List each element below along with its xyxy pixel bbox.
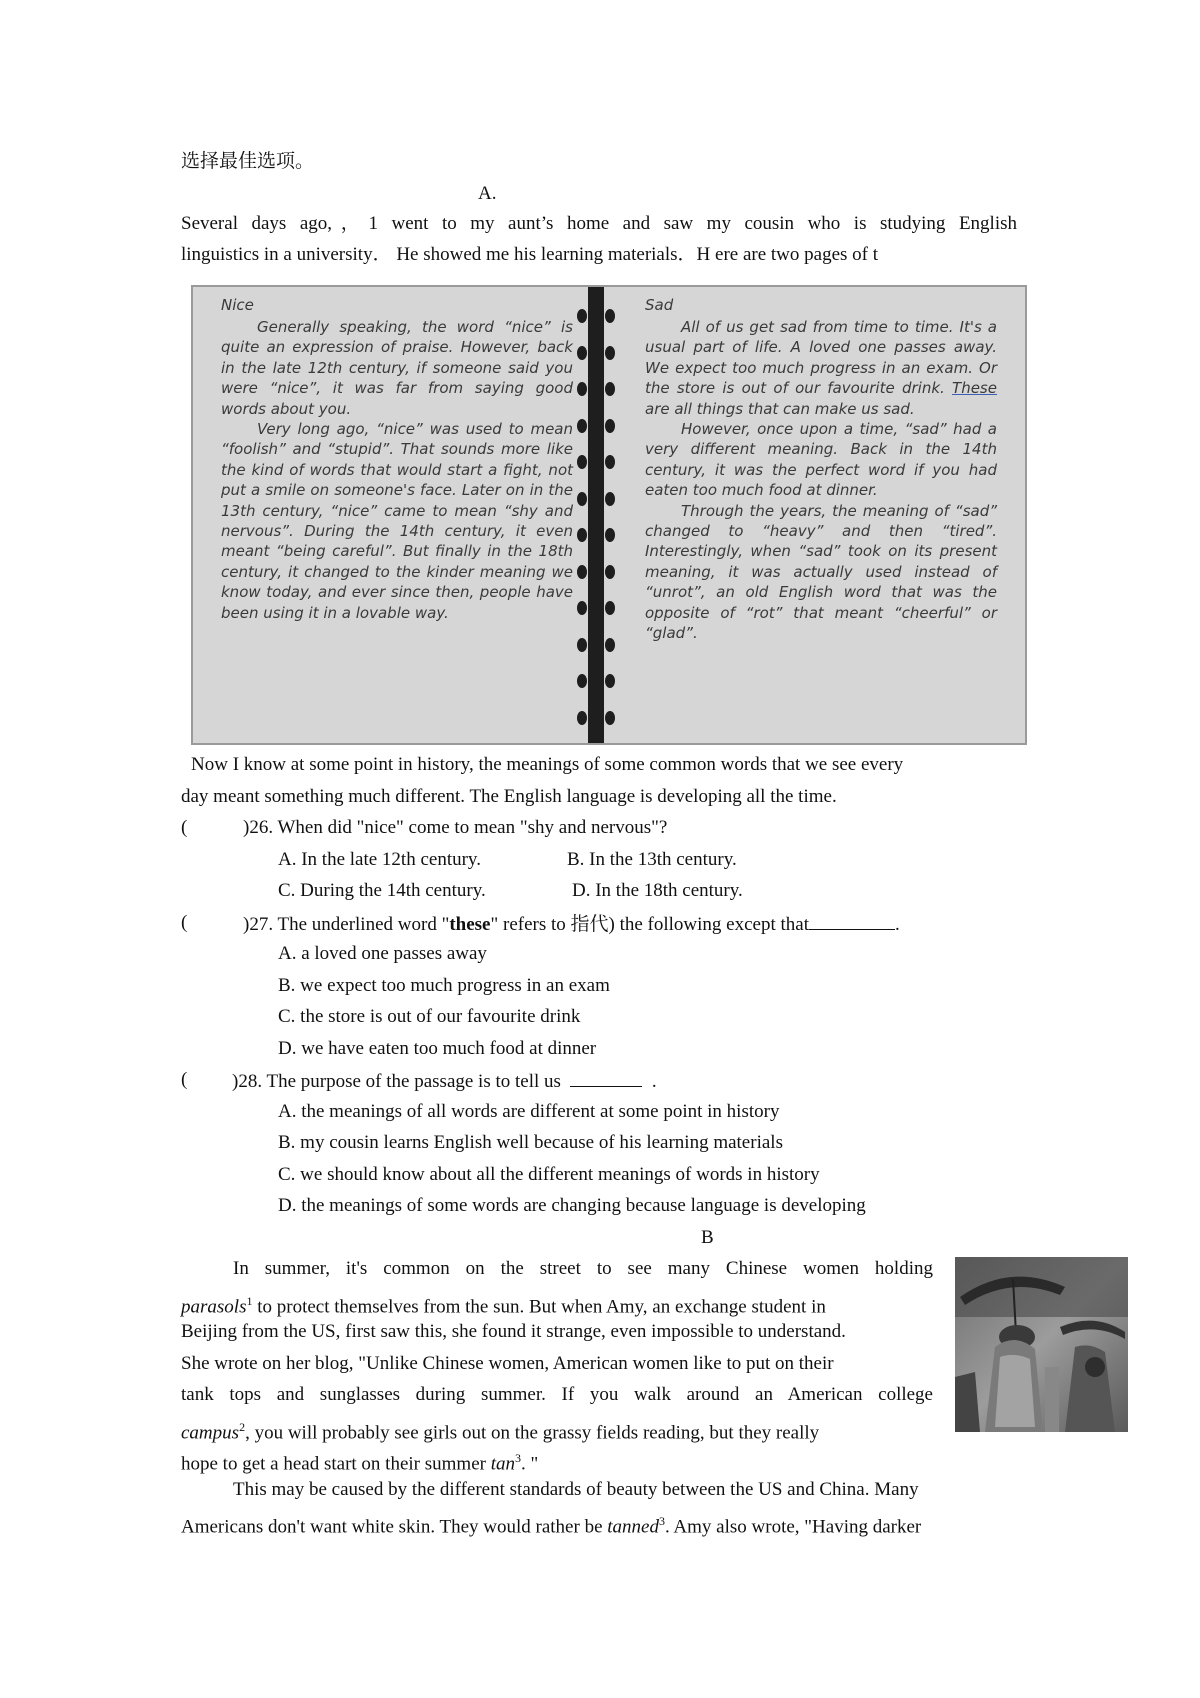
notebook-ring <box>577 492 615 506</box>
notebook-ring <box>577 346 615 360</box>
b-line-5: tank tops and sunglasses during summer. If you walk around an American college <box>181 1384 933 1405</box>
q27-blank[interactable] <box>809 911 895 930</box>
q28-blank[interactable] <box>570 1068 642 1087</box>
nice-title: Nice <box>221 296 254 314</box>
q28-option-c: C. we should know about all the different meanings of words in history <box>278 1164 820 1185</box>
notebook-ring <box>577 455 615 469</box>
notebook-ring <box>577 565 615 579</box>
b-line-4: She wrote on her blog, "Unlike Chinese women, American women like to put on their <box>181 1353 834 1374</box>
notebook-right-page <box>645 295 997 644</box>
q28-option-a: A. the meanings of all words are different at some point in history <box>278 1101 780 1122</box>
b-line-6: campus$^2$, you will probably see girls out on the grassy fields reading, but they really <box>181 1420 820 1444</box>
sad-paragraph-3: Through the years, the meaning of “sad” changed to “heavy” and then “tired”. Interestingly, when “sad” took on its present meaning, it was actually used instead of “unrot”, an old English word that was the opposite of “rot” that meant “cheerful” or “glad”. <box>645 501 997 643</box>
notebook-ring <box>577 309 615 323</box>
q26-option-b: B. In the 13th century. <box>567 849 737 870</box>
notebook-ring <box>577 711 615 725</box>
q27-option-a: A. a loved one passes away <box>278 943 487 964</box>
intro-line-1: Several days ago,，1 went to my aunt’s home and saw my cousin who is studying English <box>181 213 1017 234</box>
notebook-left-page <box>221 295 573 623</box>
sad-paragraph-1: All of us get sad from time to time. It's a usual part of life. A loved one passes away. We expect too much progress in an exam. Or the store is out of our favourite drink. These are all things that can make us sad. <box>645 318 997 418</box>
q28-option-d: D. the meanings of some words are changing because language is developing <box>278 1195 866 1216</box>
q28-stem: )28. The purpose of the passage is to tell us . <box>232 1068 657 1094</box>
notebook-ring <box>577 601 615 615</box>
notebook-ring <box>577 674 615 688</box>
section-b-label: B <box>701 1227 714 1248</box>
notebook-image <box>191 285 1027 745</box>
intro-line-2: linguistics in a university． He showed me his learning materials．H ere are two pages of t <box>181 244 879 265</box>
q28-paren: ( <box>181 1069 188 1090</box>
q26-option-a: A. In the late 12th century. <box>278 849 481 870</box>
q27-option-d: D. we have eaten too much food at dinner <box>278 1038 597 1059</box>
q28-option-b: B. my cousin learns English well because of his learning materials <box>278 1132 783 1153</box>
q26-paren: ( <box>181 817 188 838</box>
underlined-these: These <box>952 379 997 398</box>
b-line-7: hope to get a head start on their summer $\tan^3$. " <box>181 1451 539 1475</box>
instruction: 选择最佳选项。 <box>181 151 315 172</box>
parasol-photo <box>955 1257 1128 1432</box>
after-line-1: Now I know at some point in history, the meanings of some common words that we see every <box>191 754 904 775</box>
q27-option-b: B. we expect too much progress in an exam <box>278 975 610 996</box>
notebook-ring <box>577 638 615 652</box>
notebook-ring <box>577 528 615 542</box>
b-para2-line-2: Americans don't want white skin. They would rather be tanned$^3$. Amy also wrote, "Having darker <box>181 1514 922 1538</box>
q27-bold-these: these <box>449 914 491 935</box>
q27-option-c: C. the store is out of our favourite drink <box>278 1006 581 1027</box>
b-para2-line-1: This may be caused by the different standards of beauty between the US and China. Many <box>233 1479 919 1500</box>
q26-option-d: D. In the 18th century. <box>572 880 743 901</box>
b-line-3: Beijing from the US, first saw this, she found it strange, even impossible to understand. <box>181 1321 846 1342</box>
b-line-1: In summer, it's common on the street to see many Chinese women holding <box>233 1258 933 1279</box>
q27-paren: ( <box>181 912 188 933</box>
nice-paragraph-2: Very long ago, “nice” was used to mean “foolish” and “stupid”. That sounds more like the kind of words that would start a fight, not put a smile on someone's face. Later on in the 13th century, “nice” came to mean “shy and nervous”. During the 14th century, it even meant “being careful”. But finally in the 18th century, it changed to the kinder meaning we know today, and ever since then, people have been using it in a lovable way. <box>221 420 573 622</box>
notebook-ring <box>577 382 615 396</box>
nice-paragraph-1: Generally speaking, the word “nice” is quite an expression of praise. However, back in the late 12th century, if someone said you were “nice”, it was far from saying good words about you. <box>221 318 573 418</box>
section-a-label: A. <box>478 183 497 204</box>
q26-stem: )26. When did "nice" come to mean "shy and nervous"? <box>243 817 668 838</box>
sad-title: Sad <box>645 296 674 314</box>
notebook-ring <box>577 419 615 433</box>
q27-stem: )27. The underlined word "these" refers to 指代) the following except that . <box>243 911 900 937</box>
sad-paragraph-2: However, once upon a time, “sad” had a very different meaning. Back in the 14th century, it was the perfect word if you had eaten too much food at dinner. <box>645 420 997 500</box>
q26-option-c: C. During the 14th century. <box>278 880 486 901</box>
b-line-2: parasols$^1$ to protect themselves from the sun. But when Amy, an exchange student in <box>181 1294 826 1318</box>
after-line-2: day meant something much different. The English language is developing all the time. <box>181 786 837 807</box>
